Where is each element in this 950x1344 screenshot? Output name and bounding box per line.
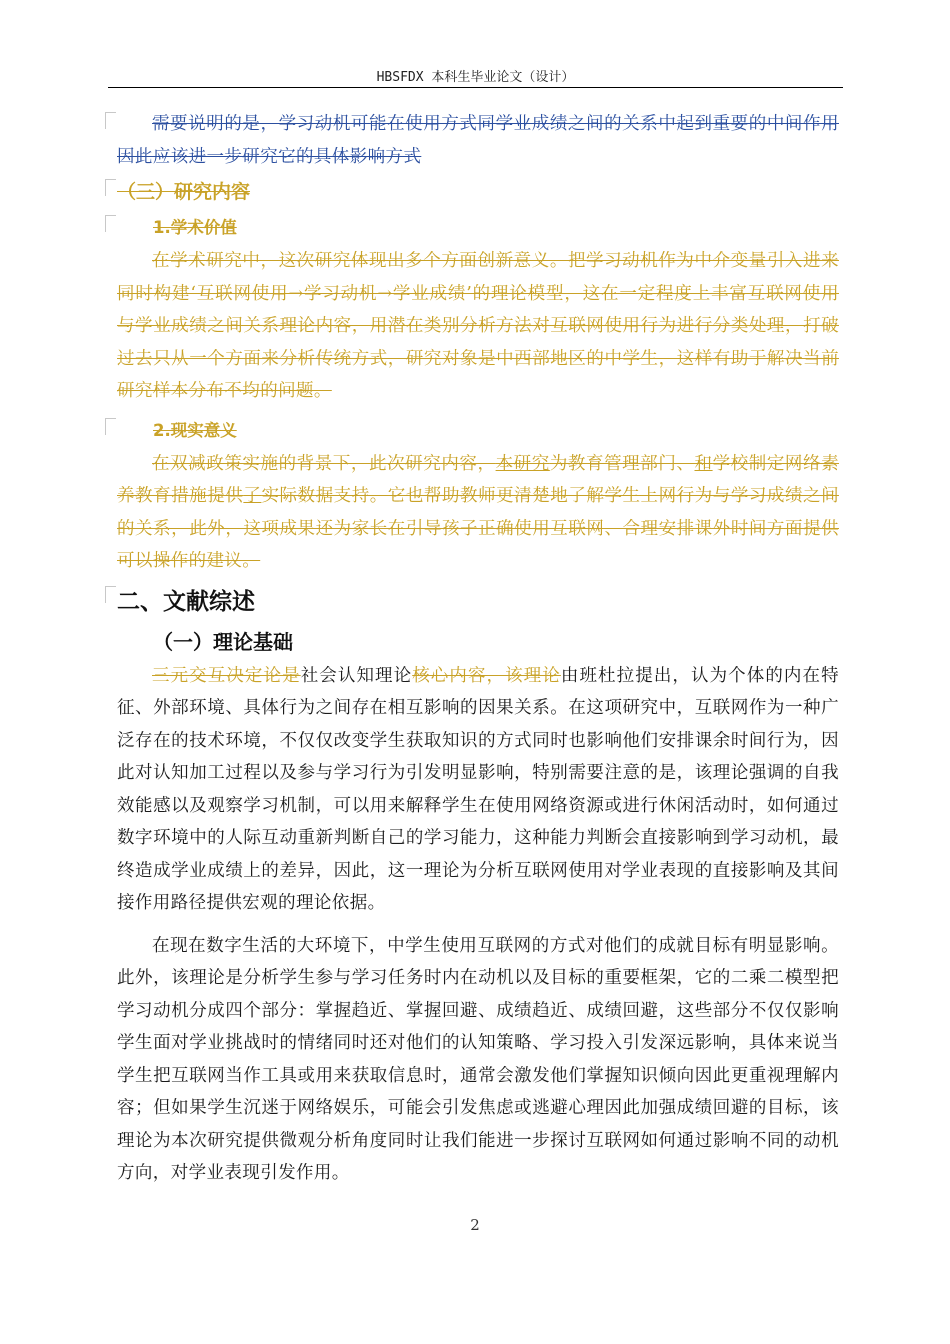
body-text: 社会认知理论 (300, 665, 413, 686)
page-number: 2 (470, 1216, 480, 1234)
practical-value-paragraph (117, 448, 839, 578)
deleted-text: 三元交互决定论是 (152, 665, 301, 686)
page-header: HBSFDX 本科生毕业论文（设计） (376, 70, 575, 85)
theory-heading: （一）理论基础 (153, 629, 293, 654)
academic-value-paragraph: 在学术研究中，这次研究体现出多个方面创新意义。把学习动机作为中介变量引入进来同时构建‘互联网使用→学习动机→学业成绩’的理论模型，这在一定程度上丰富互联网使用与学业成绩之间关系理论内容，用潜在类别分析方法对互联网使用行为进行分类处理，打破过去只从一个方面来分析传统方式，研究对象是中西部地区的中学生，这样有助于解决当前研究样本分布不均的问题。 (117, 251, 839, 401)
section-heading: （三）研究内容 (117, 181, 251, 203)
practical-value-block (117, 448, 839, 578)
subheading-academic-value: 1.学术价值 (153, 218, 237, 237)
deleted-text: 实际数据支持。它也帮助教师更清楚地了解学生上网行为与学习成绩之间的关系，此外，这项成果还为家长在引导孩子正确使用互联网、合理安排课外时间方面提供可以操作的建议。 (117, 486, 839, 571)
deleted-text: 学校制定网络素养教育措施提供 (117, 453, 839, 506)
deleted-text: 为教育管理部门、 (549, 453, 695, 474)
theory-paragraph-2: 在现在数字生活的大环境下，中学生使用互联网的方式对他们的成就目标有明显影响。此外，该理论是分析学生参与学习任务时内在动机以及目标的重要框架，它的二乘二模型把学习动机分成四个部分：掌握趋近、掌握回避、成绩趋近、成绩回避，这些部分不仅仅影响学生面对学业挑战时的情绪同时还对他们的认知策略、学习投入引发深远影响，具体来说当学生把互联网当作工具或用来获取信息时，通常会激发他们掌握知识倾向因此更重视理解内容；但如果学生沉迷于网络娱乐，可能会引发焦虑或逃避心理因此加强成绩回避的目标，该理论为本次研究提供微观分析角度同时让我们能进一步探讨互联网如何通过影响不同的动机方向，对学业表现引发作用。 (117, 935, 839, 1183)
theory-paragraph-2-block (117, 930, 839, 1190)
inserted-text: 本研究 (495, 453, 550, 474)
theory-heading-block (117, 624, 839, 660)
edit-marker (105, 215, 116, 232)
intro-note-block (117, 108, 839, 173)
academic-value-block (117, 245, 839, 408)
inserted-text: 了 (243, 486, 262, 506)
edit-marker (105, 418, 116, 435)
subheading-practical-value: 2.现实意义 (153, 420, 237, 440)
deleted-text: 核心内容，该理论 (412, 665, 561, 686)
edit-marker (105, 586, 116, 603)
inserted-text: 和 (694, 453, 713, 474)
document-body (117, 108, 839, 1190)
deleted-text: 在双减政策实施的背景下，此次研究内容， (152, 453, 496, 474)
body-text: 由班杜拉提出，认为个体的内在特征、外部环境、具体行为之间存在相互影响的因果关系。在这项研究中，互联网作为一种广泛存在的技术环境，不仅仅改变学生获取知识的方式同时也影响他们安排课余时间行为，因此对认知加工过程以及参与学习行为引发明显影响，特别需要注意的是，该理论强调的自我效能感以及观察学习机制，可以用来解释学生在使用网络资源或进行休闲活动时，如何通过数字环境中的人际互动重新判断自己的学习能力，这种能力判断会直接影响到学习动机，最终造成学业成绩上的差异，因此，这一理论为分析互联网使用对学业表现的直接影响及其间接作用路径提供宏观的理论依据。 (117, 665, 839, 913)
theory-paragraph-1-block (117, 660, 839, 920)
header-divider (108, 87, 843, 88)
edit-marker (105, 179, 116, 196)
edit-marker (105, 112, 116, 129)
subheading-block (117, 414, 839, 448)
section-heading-block (117, 175, 839, 209)
chapter-heading: 二、文献综述 (117, 588, 255, 615)
subheading-block (117, 211, 839, 245)
chapter-heading-block (117, 582, 839, 622)
deleted-paragraph: 需要说明的是，学习动机可能在使用方式同学业成绩之间的关系中起到重要的中间作用因此应该进一步研究它的具体影响方式 (117, 114, 839, 167)
theory-paragraph-1 (117, 660, 839, 920)
